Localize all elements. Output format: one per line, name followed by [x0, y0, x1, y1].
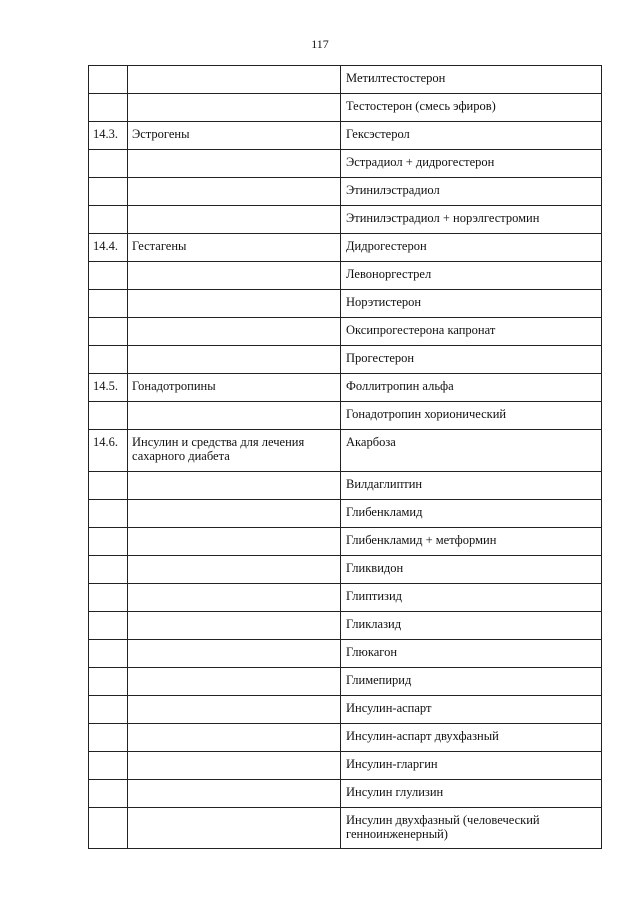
section-number-cell [89, 612, 128, 640]
drug-name-cell: Дидрогестерон [341, 234, 602, 262]
table-row [89, 206, 602, 234]
group-name-cell [128, 178, 341, 206]
drug-name-cell: Эстрадиол + дидрогестерон [341, 150, 602, 178]
section-number-cell [89, 178, 128, 206]
table-row [89, 262, 602, 290]
section-number-cell [89, 556, 128, 584]
drug-name-cell: Гонадотропин хорионический [341, 402, 602, 430]
drug-name-cell: Метилтестостерон [341, 66, 602, 94]
section-number-cell [89, 668, 128, 696]
table-row [89, 318, 602, 346]
group-name-cell [128, 402, 341, 430]
drug-name-cell: Гликвидон [341, 556, 602, 584]
section-number-cell [89, 66, 128, 94]
drug-name-cell: Гликлазид [341, 612, 602, 640]
group-name-cell: Инсулин и средства для лечения сахарного диабета [128, 430, 341, 472]
section-number-cell [89, 318, 128, 346]
drug-name-cell: Этинилэстрадиол [341, 178, 602, 206]
table-row [89, 402, 602, 430]
group-name-cell [128, 612, 341, 640]
group-name-cell [128, 584, 341, 612]
drug-name-cell: Глиптизид [341, 584, 602, 612]
table-row [89, 640, 602, 668]
table-row [89, 668, 602, 696]
drug-name-cell: Вилдаглиптин [341, 472, 602, 500]
group-name-cell [128, 66, 341, 94]
group-name-cell [128, 752, 341, 780]
section-number-cell [89, 346, 128, 374]
drug-name-cell: Инсулин глулизин [341, 780, 602, 808]
section-number-cell [89, 500, 128, 528]
group-name-cell [128, 556, 341, 584]
section-number-cell [89, 584, 128, 612]
section-number-cell [89, 780, 128, 808]
section-number-cell [89, 402, 128, 430]
drug-name-cell: Акарбоза [341, 430, 602, 472]
drug-name-cell: Оксипрогестерона капронат [341, 318, 602, 346]
group-name-cell [128, 94, 341, 122]
group-name-cell [128, 640, 341, 668]
group-name-cell [128, 472, 341, 500]
group-name-cell: Гестагены [128, 234, 341, 262]
table-row [89, 290, 602, 318]
group-name-cell [128, 696, 341, 724]
section-number-cell [89, 808, 128, 849]
table-row [89, 430, 602, 472]
section-number-cell: 14.6. [89, 430, 128, 472]
table-row [89, 752, 602, 780]
table-row [89, 150, 602, 178]
drug-name-cell: Фоллитропин альфа [341, 374, 602, 402]
table-row [89, 808, 602, 849]
drug-name-cell: Инсулин-аспарт [341, 696, 602, 724]
section-number-cell [89, 290, 128, 318]
table-row [89, 234, 602, 262]
group-name-cell [128, 206, 341, 234]
section-number-cell [89, 150, 128, 178]
table-row [89, 612, 602, 640]
table-row [89, 346, 602, 374]
group-name-cell [128, 724, 341, 752]
drug-name-cell: Гексэстерол [341, 122, 602, 150]
section-number-cell: 14.3. [89, 122, 128, 150]
drug-name-cell: Инсулин-аспарт двухфазный [341, 724, 602, 752]
group-name-cell [128, 150, 341, 178]
group-name-cell [128, 780, 341, 808]
group-name-cell: Гонадотропины [128, 374, 341, 402]
drug-name-cell: Глибенкламид [341, 500, 602, 528]
group-name-cell [128, 668, 341, 696]
group-name-cell [128, 346, 341, 374]
table-row [89, 472, 602, 500]
drug-name-cell: Этинилэстрадиол + норэлгестромин [341, 206, 602, 234]
table-row [89, 66, 602, 94]
group-name-cell [128, 290, 341, 318]
table-row [89, 724, 602, 752]
table-row [89, 122, 602, 150]
table-row [89, 500, 602, 528]
group-name-cell [128, 500, 341, 528]
group-name-cell [128, 808, 341, 849]
drug-name-cell: Левоноргестрел [341, 262, 602, 290]
section-number-cell: 14.5. [89, 374, 128, 402]
table-row [89, 94, 602, 122]
table-row [89, 374, 602, 402]
group-name-cell: Эстрогены [128, 122, 341, 150]
section-number-cell [89, 724, 128, 752]
page-number: 117 [311, 37, 329, 51]
section-number-cell: 14.4. [89, 234, 128, 262]
section-number-cell [89, 472, 128, 500]
drug-name-cell: Глимепирид [341, 668, 602, 696]
section-number-cell [89, 528, 128, 556]
drug-name-cell: Глибенкламид + метформин [341, 528, 602, 556]
table-row [89, 178, 602, 206]
section-number-cell [89, 94, 128, 122]
table-row [89, 780, 602, 808]
table-row [89, 584, 602, 612]
table-row [89, 696, 602, 724]
section-number-cell [89, 262, 128, 290]
group-name-cell [128, 318, 341, 346]
drug-name-cell: Тестостерон (смесь эфиров) [341, 94, 602, 122]
drug-name-cell: Норэтистерон [341, 290, 602, 318]
section-number-cell [89, 752, 128, 780]
group-name-cell [128, 528, 341, 556]
drug-name-cell: Инсулин-гларгин [341, 752, 602, 780]
drug-name-cell: Прогестерон [341, 346, 602, 374]
drug-classification-table [88, 65, 602, 849]
section-number-cell [89, 206, 128, 234]
group-name-cell [128, 262, 341, 290]
table-row [89, 528, 602, 556]
drug-name-cell: Глюкагон [341, 640, 602, 668]
table-row [89, 556, 602, 584]
section-number-cell [89, 696, 128, 724]
drug-name-cell: Инсулин двухфазный (человеческий генноинженерный) [341, 808, 602, 849]
section-number-cell [89, 640, 128, 668]
